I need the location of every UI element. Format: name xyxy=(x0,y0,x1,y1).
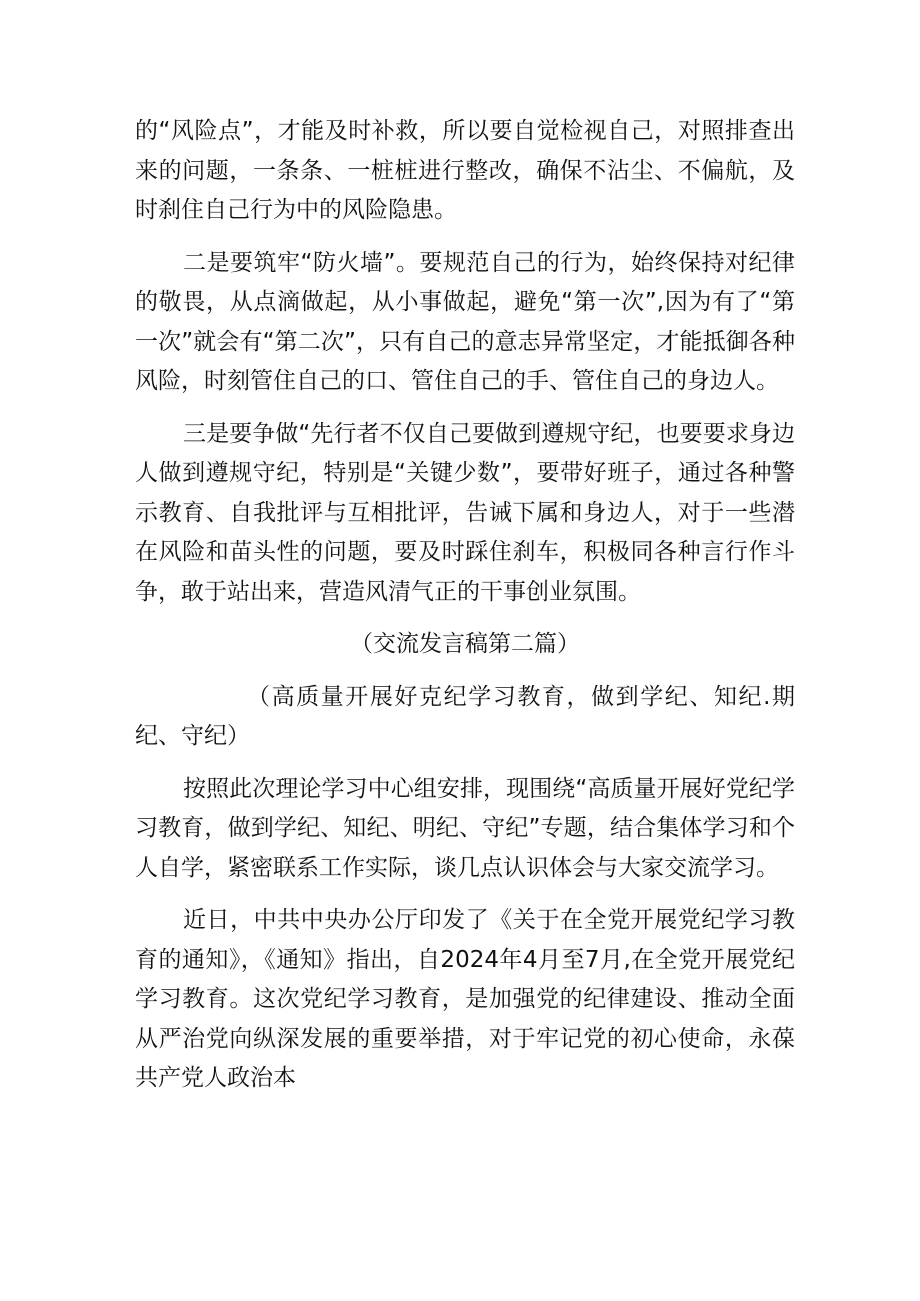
section-heading: （交流发言稿第二篇） xyxy=(350,631,580,657)
paragraph-intro: 按照此次理论学习中心组安排，现围绕“高质量开展好党纪学习教育，做到学纪、知纪、明纪、守纪”专题，结合集体学习和个人自学，紧密联系工作实际，谈几点认识体会与大家交流学习。 xyxy=(135,775,795,881)
paragraph-firewall: 二是要筑牢“防火墙”。要规范自己的行为，始终保持对纪律的敬畏，从点滴做起，从小事做起，避免“第一次”,因为有了“第一次”就会有“第二次”，只有自己的意志异常坚定，才能抵御各种风险，时刻管住自己的口、管住自己的手、管住自己的身边人。 xyxy=(135,249,795,394)
document-body xyxy=(135,112,795,1112)
paragraph-notice: 近日，中共中央办公厅印发了《关于在全党开展党纪学习教育的通知》，《通知》指出，自2024年4月至7月,在全党开展党纪学习教育。这次党纪学习教育，是加强党的纪律建设、推动全面从严治党向纵深发展的重要举措，对于牢记党的初心使命，永葆共产党人政治本 xyxy=(135,907,795,1091)
section-subtitle: （高质量开展好克纪学习教育，做到学纪、知纪.期纪、守纪） xyxy=(135,683,795,749)
paragraph-continuation: 的“风险点”，才能及时补救，所以要自觉检视自己，对照排查出来的问题，一条条、一桩桩进行整改，确保不沾尘、不偏航，及时刹住自己行为中的风险隐患。 xyxy=(135,118,795,223)
paragraph-pioneer: 三是要争做“先行者不仅自己要做到遵规守纪，也要要求身边人做到遵规守纪，特别是“关键少数”，要带好班子，通过各种警示教育、自我批评与互相批评，告诫下属和身边人，对于一些潜在风险和苗头性的问题，要及时踩住刹车，积极同各种言行作斗争，敢于站出来，营造风清气正的干事创业氛围。 xyxy=(135,420,795,605)
